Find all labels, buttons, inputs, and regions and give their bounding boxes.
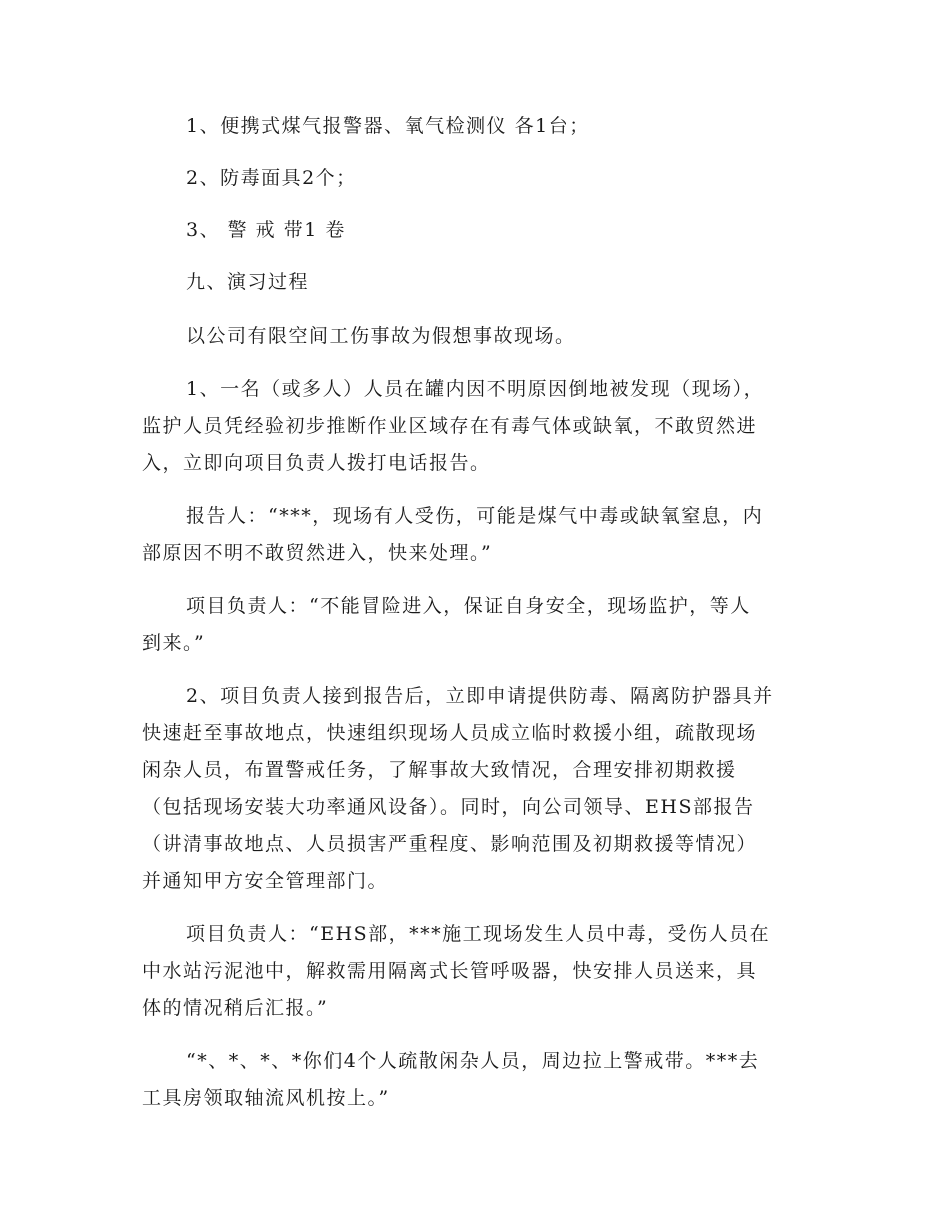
text-line: 项目负责人：“不能冒险进入，保证自身安全，现场监护，等人 [186, 595, 751, 617]
paragraph-equipment-3 [142, 212, 804, 249]
text-line: 3、 警 戒 带1 卷 [186, 219, 346, 241]
paragraph-project-lead-report [142, 916, 804, 1027]
paragraph-instructions [142, 1043, 804, 1117]
text-line: （讲清事故地点、人员损害严重程度、影响范围及初期救援等情况） [142, 833, 758, 855]
text-line: 2、项目负责人接到报告后，立即申请提供防毒、隔离防护器具并 [186, 685, 774, 707]
text-line: 九、演习过程 [186, 271, 310, 293]
text-line: “*、*、*、*你们4个人疏散闲杂人员，周边拉上警戒带。***去 [186, 1050, 760, 1072]
text-line: 监护人员凭经验初步推断作业区域存在有毒气体或缺氧，不敢贸然进 [142, 415, 758, 437]
text-line: 报告人：“***，现场有人受伤，可能是煤气中毒或缺氧窒息，内 [186, 505, 764, 527]
paragraph-scenario [142, 318, 804, 355]
text-line: 快速赶至事故地点，快速组织现场人员成立临时救援小组，疏散现场 [142, 722, 758, 744]
paragraph-reporter [142, 498, 804, 572]
paragraph-project-lead-reply [142, 588, 804, 662]
text-line: 2、防毒面具2个； [186, 167, 357, 189]
paragraph-step-2 [142, 678, 804, 900]
text-line: 到来。” [142, 632, 206, 654]
text-line: 项目负责人：“EHS部，***施工现场发生人员中毒，受伤人员在 [186, 923, 771, 945]
section-heading-drill-process [142, 264, 804, 301]
text-line: 入，立即向项目负责人拨打电话报告。 [142, 452, 491, 474]
text-line: 体的情况稍后汇报。” [142, 997, 329, 1019]
text-line: 工具房领取轴流风机按上。” [142, 1087, 390, 1109]
paragraph-step-1 [142, 371, 804, 482]
text-line: 并通知甲方安全管理部门。 [142, 870, 389, 892]
text-line: 部原因不明不敢贸然进入，快来处理。” [142, 542, 493, 564]
paragraph-equipment-1 [142, 108, 804, 145]
text-line: （包括现场安装大功率通风设备）。同时，向公司领导、EHS部报告 [142, 796, 755, 818]
text-line: 中水站污泥池中，解救需用隔离式长管呼吸器，快安排人员送来，具 [142, 960, 758, 982]
text-line: 以公司有限空间工伤事故为假想事故现场。 [186, 325, 576, 347]
text-line: 1、一名（或多人）人员在罐内因不明原因倒地被发现（现场）， [186, 378, 765, 400]
paragraph-equipment-2 [142, 160, 804, 197]
text-line: 1、便携式煤气报警器、氧气检测仪 各1台； [186, 115, 590, 137]
text-line: 闲杂人员，布置警戒任务，了解事故大致情况，合理安排初期救援 [142, 759, 737, 781]
